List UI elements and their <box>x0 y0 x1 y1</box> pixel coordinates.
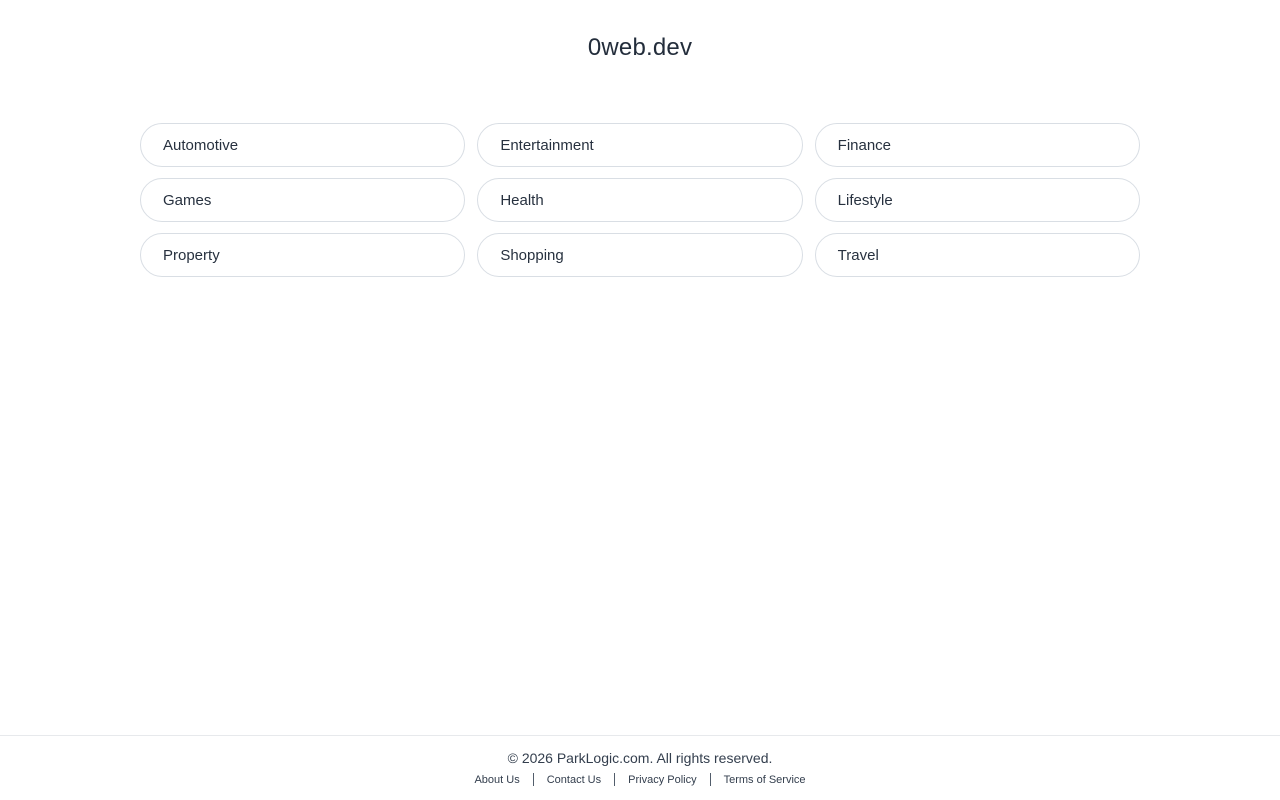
category-button-health[interactable]: Health <box>477 178 802 222</box>
category-button-travel[interactable]: Travel <box>815 233 1140 277</box>
category-button-finance[interactable]: Finance <box>815 123 1140 167</box>
category-grid <box>140 123 1140 277</box>
page-title: 0web.dev <box>587 34 693 61</box>
link-separator <box>533 773 534 786</box>
category-button-shopping[interactable]: Shopping <box>477 233 802 277</box>
link-separator <box>710 773 711 786</box>
footer <box>0 735 1280 786</box>
category-button-lifestyle[interactable]: Lifestyle <box>815 178 1140 222</box>
category-button-games[interactable]: Games <box>140 178 465 222</box>
copyright-text: © 2026 ParkLogic.com. All rights reserved. <box>507 750 773 766</box>
footer-link-contact-us[interactable]: Contact Us <box>546 773 602 786</box>
footer-link-about-us[interactable]: About Us <box>474 773 520 786</box>
footer-link-privacy-policy[interactable]: Privacy Policy <box>628 773 697 786</box>
category-button-automotive[interactable]: Automotive <box>140 123 465 167</box>
category-button-entertainment[interactable]: Entertainment <box>477 123 802 167</box>
footer-link-terms-of-service[interactable]: Terms of Service <box>723 773 806 786</box>
category-button-property[interactable]: Property <box>140 233 465 277</box>
link-separator <box>614 773 615 786</box>
footer-links <box>0 773 1280 786</box>
